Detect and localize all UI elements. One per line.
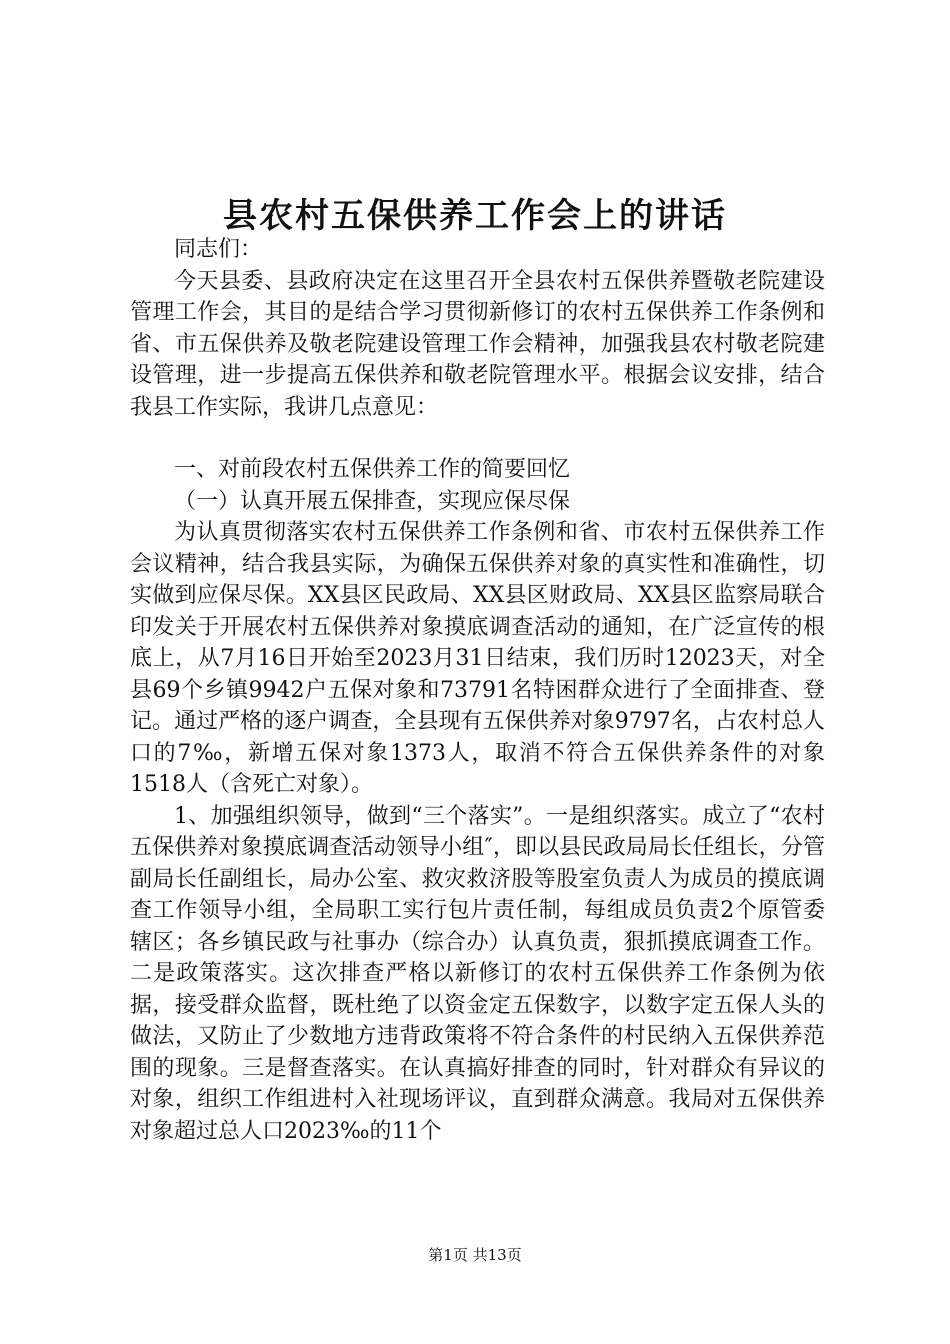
subsection-heading: （一）认真开展五保排查，实现应保尽保: [174, 488, 571, 514]
section-heading: 一、对前段农村五保供养工作的简要回忆: [174, 457, 571, 482]
salutation: 同志们：: [174, 237, 263, 262]
intro-paragraph: 今天县委、县政府决定在这里召开全县农村五保供养暨敬老院建设管理工作会，其目的是结合学习贯彻新修订的农村五保供养工作条例和省、市五保供养及敬老院建设管理工作会精神，加强我县农村敬老院建设管理，进一步提高五保供养和敬老院管理水平。根据会议安排，结合我县工作实际，我讲几点意见：: [130, 268, 825, 420]
body-paragraph: 为认真贯彻落实农村五保供养工作条例和省、市农村五保供养工作会议精神，结合我县实际，为确保五保供养对象的真实性和准确性，切实做到应保尽保。XX县区民政局、XX县区财政局、XX县区监察局联合印发关于开展农村五保供养对象摸底调查活动的通知，在广泛宣传的根底上，从7月16日开始至2023月31日结束，我们历时12023天，对全县69个乡镇9942户五保对象和73791名特困群众进行了全面排查、登记。通过严格的逐户调查，全县现有五保供养对象9797名，占农村总人口的7‰，新增五保对象1373人，取消不符合五保供养条件的对象1518人（含死亡对象）。: [130, 520, 825, 797]
body-paragraph: 1、加强组织领导，做到“三个落实”。一是组织落实。成立了“农村五保供养对象摸底调查活动领导小组″，即以县民政局局长任组长，分管副局长任副组长，局办公室、救灾救济股等股室负责人为成员的摸底调查工作领导小组，全局职工实行包片责任制，每组成员负责2个原管委辖区；各乡镇民政与社事办（综合办）认真负责，狠抓摸底调查工作。二是政策落实。这次排查严格以新修订的农村五保供养工作条例为依据，接受群众监督，既杜绝了以资金定五保数字，以数字定五保人头的做法，又防止了少数地方违背政策将不符合条件的村民纳入五保供养范围的现象。三是督查落实。在认真搞好排查的同时，针对群众有异议的对象，组织工作组进村入社现场评议，直到群众满意。我局对五保供养对象超过总人口2023‰的11个: [130, 803, 825, 1144]
page-number: 第1页 共13页: [428, 1246, 522, 1264]
document-body: [130, 234, 825, 1147]
document-title: 县农村五保供养工作会上的讲话: [223, 196, 727, 236]
